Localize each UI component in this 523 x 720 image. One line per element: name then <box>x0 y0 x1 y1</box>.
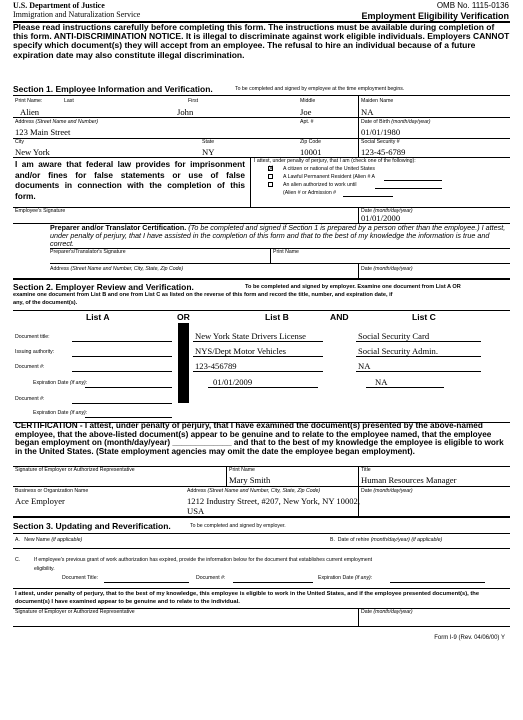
expiration-label: Expiration Date <box>33 380 69 386</box>
permanent-resident-checkbox[interactable] <box>268 174 273 179</box>
section3-signature-label: Signature of Employer or Authorized Representative <box>15 609 135 615</box>
employer-address-sub: (Street Name and Number, City, State, Zip Code) <box>207 488 321 494</box>
last-label: Last <box>64 98 74 104</box>
document-title-label: Document title: <box>15 334 50 340</box>
underline <box>356 371 481 372</box>
employer-date-label: Date <box>361 488 372 494</box>
preparer-signature-label: Preparer's/Translator's Signature <box>50 249 126 255</box>
and-label: AND <box>330 312 349 322</box>
city-field[interactable]: New York <box>15 147 50 157</box>
underline <box>356 356 481 357</box>
dob-field[interactable]: 01/01/1980 <box>361 127 401 137</box>
employer-title-label: Title <box>361 467 371 473</box>
preparer-date-sub: (month/day/year) <box>373 266 413 272</box>
item-c-text-2: eligibility. <box>34 566 55 572</box>
attest-text: I attest, under penalty of perjury, that I am (check one of the following): <box>254 158 416 164</box>
rule <box>13 138 510 139</box>
omb-number: OMB No. 1115-0136 <box>436 1 509 10</box>
underline <box>208 387 318 388</box>
list-c-expiration-field[interactable]: NA <box>375 377 388 387</box>
section1-subheading: To be completed and signed by employee at the time employment begins. <box>235 86 405 92</box>
address-label: Address <box>15 119 35 125</box>
employee-signature-label: Employee's Signature <box>15 208 66 214</box>
list-a-expiration-2-field[interactable] <box>85 417 172 418</box>
list-b-number-field[interactable]: 123-456789 <box>195 361 237 371</box>
preparer-address-label: Address <box>50 266 70 272</box>
rehire-date-sub: (month/day/year) (if applicable) <box>370 537 443 543</box>
intro-notice: Please read instructions carefully before completing this form. The instructions must be available during completion of this form. ANTI-DISCRIMINATION NOTICE. It is illegal to discriminate against work eligible individuals. Employers CANNOT specify which document(s) they will accept from an employee. The refusal to hire an individual because of a future expiration date may also constitute illegal discrimination. <box>13 22 510 60</box>
section3-date-sub: (month/day/year) <box>373 609 413 615</box>
underline <box>356 341 481 342</box>
rule <box>358 466 359 486</box>
dob-sub: (month/day/year) <box>391 119 431 125</box>
rule <box>270 248 271 263</box>
item-c-label: C. <box>15 557 21 563</box>
underline <box>193 371 323 372</box>
rule <box>13 588 510 589</box>
citizen-check-mark: X <box>269 166 274 172</box>
rule <box>250 157 251 207</box>
rule <box>13 626 510 627</box>
document-number-2-label: Document #: <box>15 396 45 402</box>
work-until-field[interactable] <box>375 188 442 189</box>
organization-field[interactable]: Ace Employer <box>15 496 65 506</box>
date-sub: (month/day/year) <box>373 208 413 214</box>
rule <box>13 117 510 118</box>
maiden-name-field[interactable]: NA <box>361 107 374 117</box>
state-field[interactable]: NY <box>202 147 215 157</box>
preparer-text-1: (To be completed and signed if Section 1 is prepared by a person <box>188 223 396 232</box>
rule <box>358 608 359 626</box>
date-label: Date <box>361 208 372 214</box>
item-c-text-1: If employee's previous grant of work authorization has expired, provide the information below for the document that establishes current employment <box>34 557 373 563</box>
rule <box>13 548 510 549</box>
rule <box>13 95 510 96</box>
issuing-authority-label: Issuing authority: <box>15 349 55 355</box>
section2-divider-bar <box>178 323 189 403</box>
preparer-address-sub: (Street Name and Number, City, State, Zip Code) <box>70 266 184 272</box>
employer-signature-label: Signature of Employer or Authorized Representative <box>15 467 135 473</box>
rule <box>358 486 359 516</box>
rule <box>358 263 359 278</box>
admission-number-field[interactable] <box>343 196 393 197</box>
section2-text-2: examine one document from List B and one from List C as listed on the reverse of this form and record the title, number, and expiration date, if <box>13 292 393 298</box>
or-label: OR <box>177 312 190 322</box>
agency-name: U.S. Department of Justice <box>13 1 105 10</box>
underline <box>366 387 444 388</box>
citizen-checkbox[interactable] <box>268 166 273 171</box>
organization-label: Business or Organization Name <box>15 488 89 494</box>
employer-name-field[interactable]: Mary Smith <box>229 475 271 485</box>
rule <box>13 310 510 311</box>
new-name-sub: (if applicable) <box>51 537 83 543</box>
rule <box>358 95 359 157</box>
list-a-issuer-field[interactable] <box>72 356 172 357</box>
rule <box>13 278 510 280</box>
list-a-number-field[interactable] <box>72 371 172 372</box>
preparer-date-label: Date <box>361 266 372 272</box>
address-sub: (Street Name and Number) <box>35 119 99 125</box>
citizen-option: A citizen or national of the United States <box>283 166 375 172</box>
maiden-label: Maiden Name <box>361 98 394 104</box>
rule <box>13 486 510 487</box>
expiration-2-label: Expiration Date <box>33 410 69 416</box>
list-b-expiration-field[interactable]: 01/01/2009 <box>213 377 253 387</box>
first-label: First <box>188 98 199 104</box>
reverify-doc-number-label: Document #: <box>196 575 226 581</box>
reverify-expiration-field[interactable] <box>390 582 485 583</box>
list-a-heading: List A <box>86 312 110 322</box>
employer-name-label: Print Name <box>229 467 255 473</box>
employer-address-line2[interactable]: USA <box>187 506 205 516</box>
apt-label: Apt. # <box>300 119 314 125</box>
last-name-field[interactable]: Alien <box>20 107 40 117</box>
section3-date-label: Date <box>361 609 372 615</box>
zip-label: Zip Code <box>300 139 322 145</box>
employee-signature-date[interactable]: 01/01/2000 <box>361 213 401 223</box>
expiration-2-sub: (if any): <box>69 410 88 416</box>
rule <box>358 207 359 223</box>
list-c-title-field[interactable]: Social Security Card <box>358 331 430 341</box>
address-field[interactable]: 123 Main Street <box>15 127 71 137</box>
reverify-expiration-sub: (if any): <box>354 575 373 581</box>
certification-text: CERTIFICATION - I attest, under penalty of perjury, that I have examined the document(s) presented by the above-named employee, that the above-listed document(s) appear to be genuine and to relate to the employee named, that the employee began employment on (month/day/year) _____________ and that to the best of my knowledge the employee is eligible to work in the United States. (State employment agencies may omit the date the employee began employment). <box>15 421 504 456</box>
preparer-heading: Preparer and/or Translator Certification. <box>50 223 187 232</box>
alien-number-field[interactable] <box>384 180 442 181</box>
section2-heading: Section 2. Employer Review and Verification. <box>13 282 194 292</box>
list-c-issuer-field[interactable]: Social Security Admin. <box>358 346 438 356</box>
list-b-heading: List B <box>265 312 289 322</box>
ssn-field[interactable]: 123-45-6789 <box>361 147 406 157</box>
list-b-issuer-field[interactable]: NYS/Dept Motor Vehicles <box>195 346 287 356</box>
state-label: State <box>202 139 215 145</box>
rule <box>50 263 510 264</box>
expiration-sub: (if any): <box>69 380 88 386</box>
rule <box>13 516 510 518</box>
rule <box>13 207 510 208</box>
employer-address-line1[interactable]: 1212 Industry Street, #207, New York, NY 10002, <box>187 496 360 506</box>
list-a-number-2-field[interactable] <box>72 403 172 404</box>
preparer-text-2: other than the employee.) I attest, under penalty of perjury, that I have assisted in the completion of this form and <box>50 223 506 240</box>
first-name-field[interactable]: John <box>177 107 194 117</box>
ssn-label: Social Security # <box>361 139 400 145</box>
city-label: City <box>15 139 24 145</box>
reverify-expiration-label: Expiration Date <box>318 575 354 581</box>
middle-label: Middle <box>300 98 316 104</box>
document-number-label: Document #: <box>15 364 45 370</box>
underline <box>193 356 323 357</box>
list-c-number-field[interactable]: NA <box>358 361 371 371</box>
permanent-resident-option: A Lawful Permanent Resident (Alien # A <box>283 174 375 180</box>
authorized-alien-option: An alien authorized to work until <box>283 182 357 188</box>
service-name: Immigration and Naturalization Service <box>13 10 141 19</box>
perjury-warning: I am aware that federal law provides for imprisonment and/or fines for false statements or use of false documents in connection with the completion of this form. <box>15 159 245 201</box>
section2-text-3: any, of the document(s). <box>13 300 78 306</box>
form-revision: Form I-9 (Rev. 04/06/00) Y <box>434 635 505 641</box>
zip-field[interactable]: 10001 <box>300 147 322 157</box>
reverify-doc-number-field[interactable] <box>233 582 313 583</box>
rule <box>226 466 227 486</box>
print-name-label: Print Name: <box>15 98 43 104</box>
list-a-title-field[interactable] <box>72 341 172 342</box>
admission-number-label: (Alien # or Admission # <box>283 190 337 196</box>
section1-heading: Section 1. Employee Information and Verification. <box>13 84 213 94</box>
rehire-date-label: Date of rehire <box>337 537 370 543</box>
section3-subheading: To be completed and signed by employer. <box>190 523 286 529</box>
section3-attest: I attest, under penalty of perjury, that to the best of my knowledge, this employee is eligible to work in the United States, and if the employee presented document(s), the document(s) I have examined appear to be genuine and to relate to the individual. <box>15 591 480 605</box>
list-b-title-field[interactable]: New York State Drivers License <box>195 331 306 341</box>
preparer-text-3: that to the best of my knowledge the information is true and correct. <box>50 231 490 248</box>
employer-date-sub: (month/day/year) <box>373 488 413 494</box>
reverify-doc-title-label: Document Title: <box>62 575 99 581</box>
employer-address-label: Address <box>187 488 207 494</box>
rule <box>13 533 510 534</box>
section3-heading: Section 3. Updating and Reverification. <box>13 521 171 531</box>
form-title: Employment Eligibility Verification <box>361 11 509 21</box>
reverify-doc-title-field[interactable] <box>104 582 189 583</box>
employer-title-field[interactable]: Human Resources Manager <box>361 475 457 485</box>
preparer-name-label: Print Name <box>273 249 299 255</box>
item-a-label: A. <box>15 537 20 543</box>
authorized-alien-checkbox[interactable] <box>268 182 273 187</box>
dob-label: Date of Birth <box>361 119 390 125</box>
underline <box>193 341 323 342</box>
list-a-expiration-field[interactable] <box>85 387 172 388</box>
list-c-heading: List C <box>412 312 436 322</box>
new-name-label: New Name <box>24 537 50 543</box>
middle-name-field[interactable]: Joe <box>300 107 312 117</box>
item-b-label: B. <box>330 537 335 543</box>
section2-text-1: To be completed and signed by employer. Examine one document from List A OR <box>245 284 461 290</box>
